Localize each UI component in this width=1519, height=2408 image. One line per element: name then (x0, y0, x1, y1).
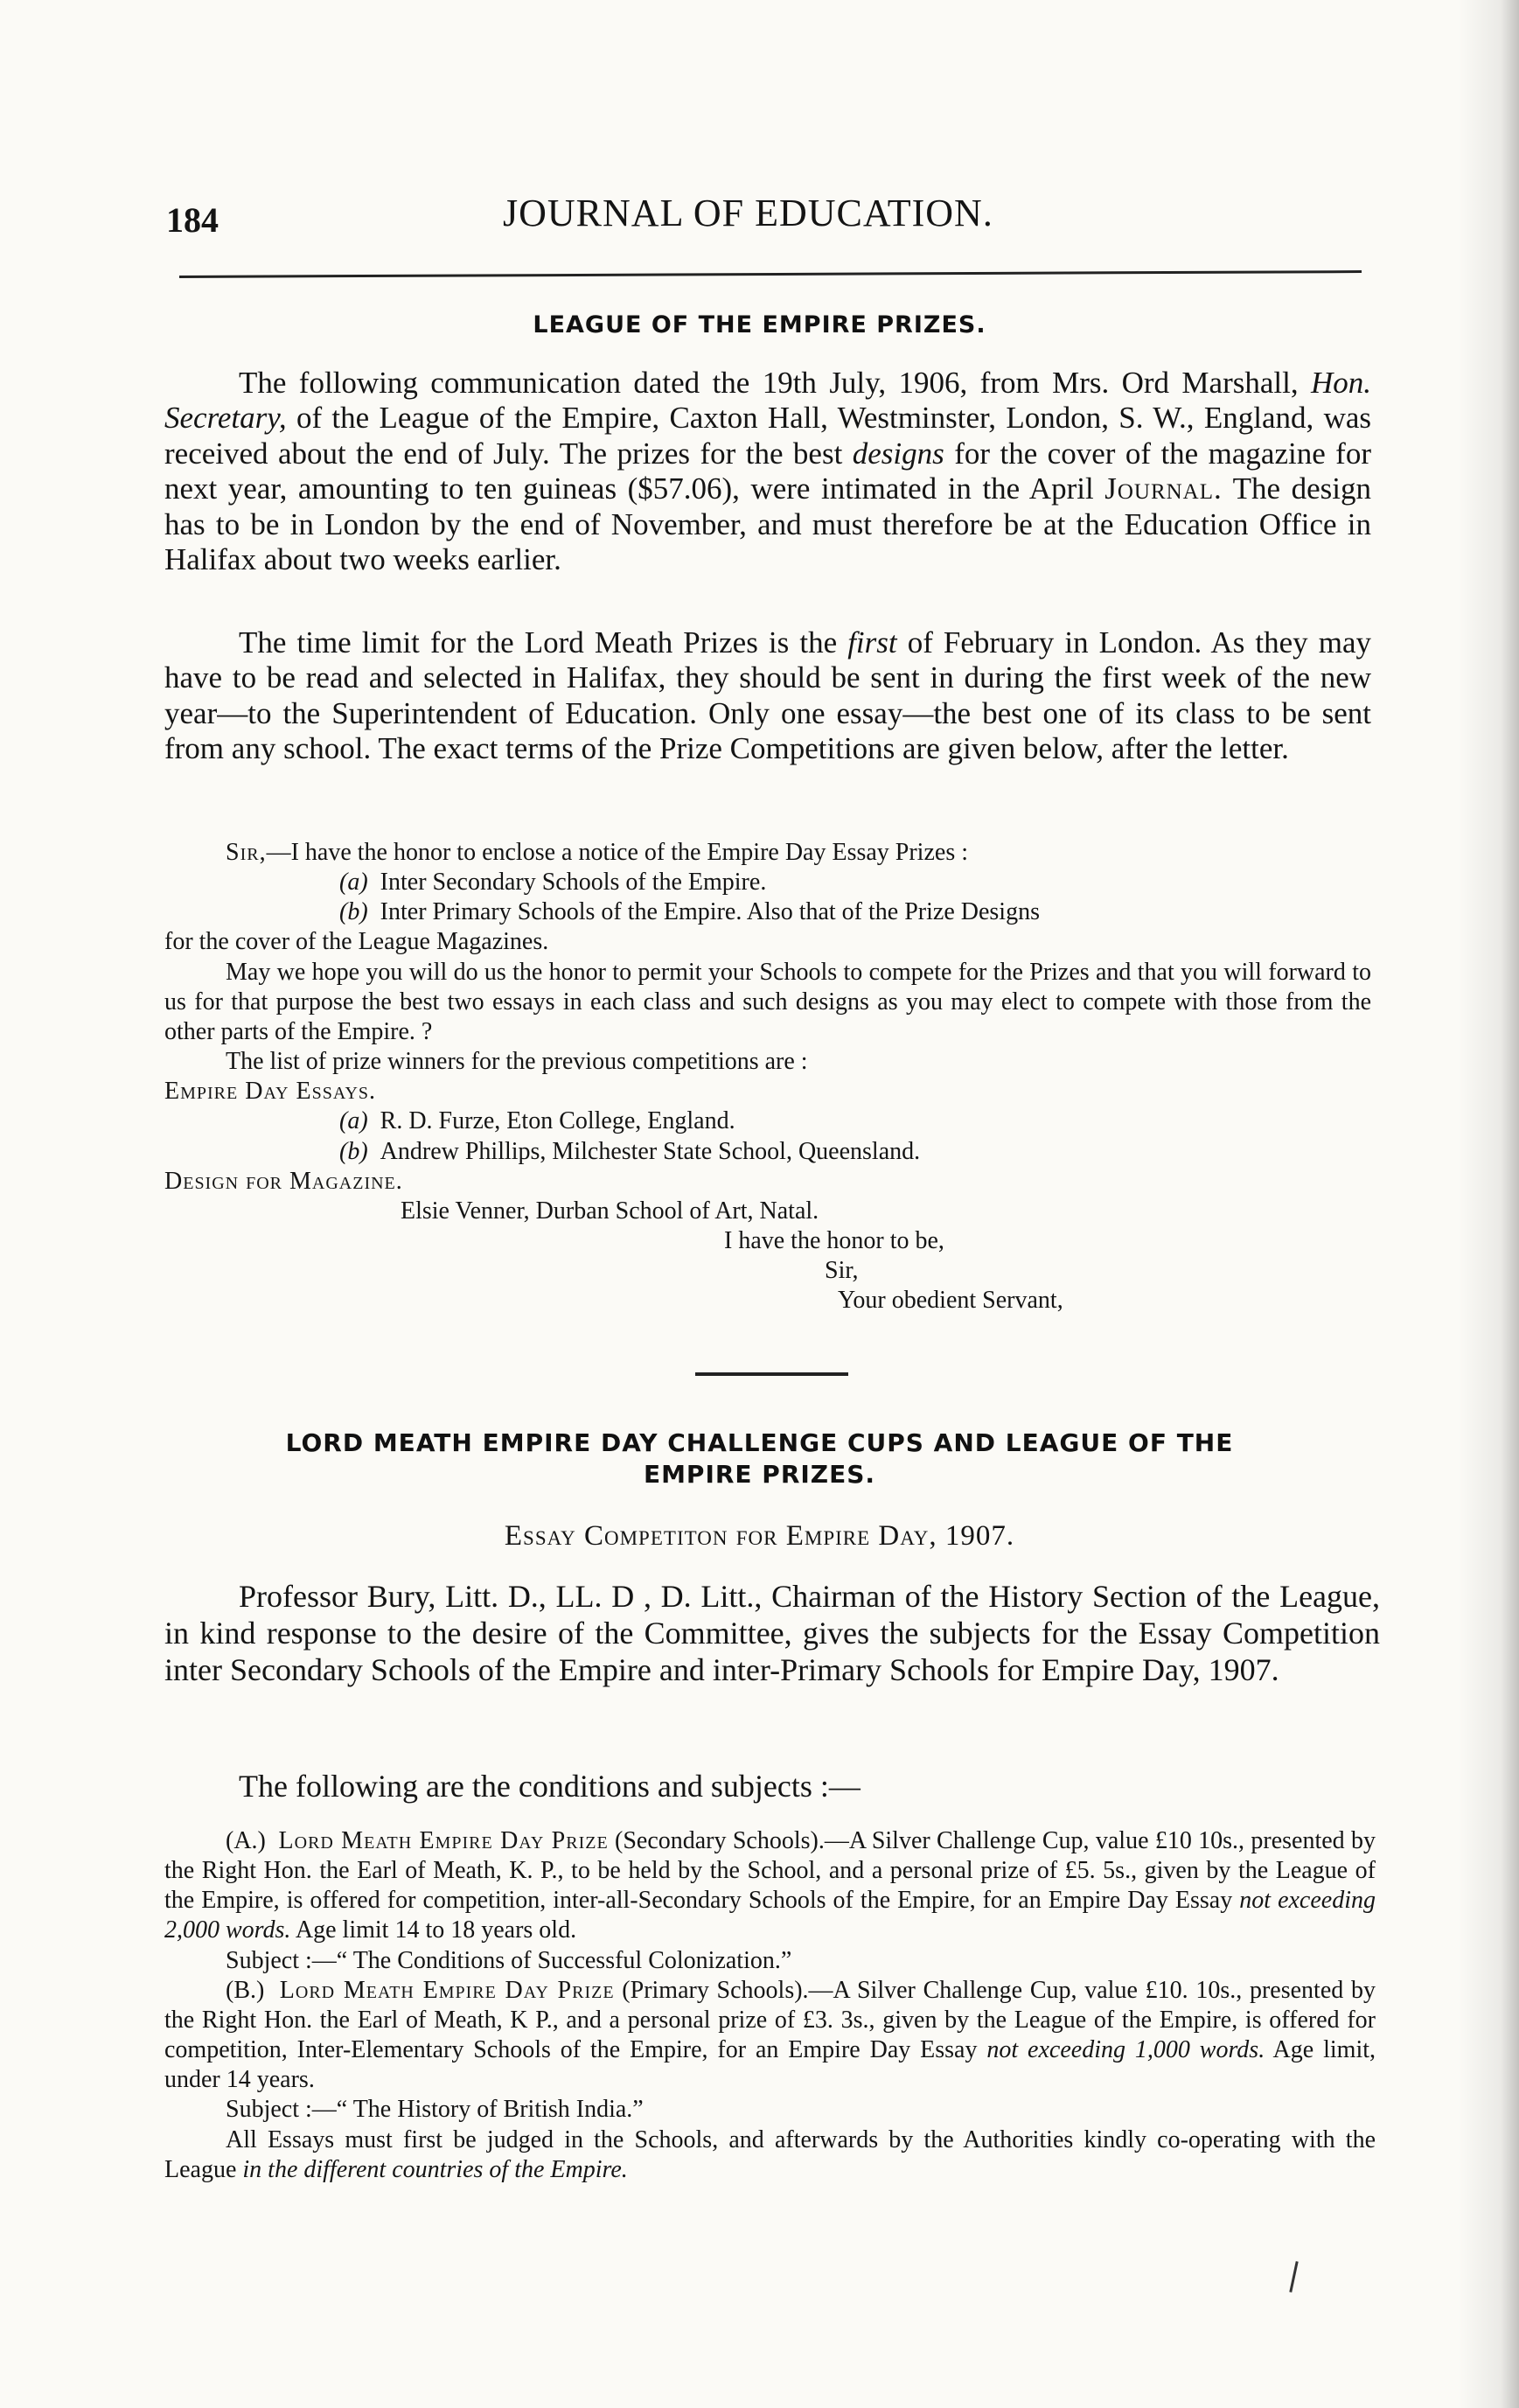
page-edge-shadow (1458, 0, 1519, 2408)
text-run-italic: Hon. Secretary, (164, 366, 1371, 436)
page-number: 184 (166, 200, 219, 240)
paragraph-time-limit (164, 625, 1371, 767)
letter-line: for the cover of the League Magazines. (164, 928, 549, 956)
text-run: Inter Secondary Schools of the Empire. (380, 869, 767, 897)
condition-a-subject: Subject :—“ The Conditions of Successful Colonization.” (226, 1946, 792, 1974)
paragraph-conditions-intro: The following are the conditions and subjects :— (239, 1769, 861, 1804)
title-line: EMPIRE PRIZES. (643, 1460, 876, 1490)
text-run: Age limit, under 14 years. (164, 2036, 1376, 2094)
section-title-league-prizes: LEAGUE OF THE EMPIRE PRIZES. (533, 311, 986, 339)
text-run: (Secondary Schools).—A Silver Challenge Cup, value £10 10s., presented by the Right Hon. the Earl of Meath, K. P., to be held by the School, and a personal prize of £5. 5s., given by the League of the Empire, is offered for competition, inter-all-Secondary Schools of the Empire, for an Empire Day Essay (164, 1827, 1376, 1915)
stray-ink-mark (1289, 2261, 1298, 2293)
prize-name: Lord Meath Empire Day Prize (278, 1827, 609, 1854)
text-run: for the cover of the magazine for next year, amounting to ten guineas ($57.06), were intimated in the April (164, 436, 1371, 506)
text-run-italic: designs (852, 436, 944, 471)
letter-line (164, 1106, 1371, 1136)
letter-line: May we hope you will do us the honor to permit your Schools to compete for the Prizes and that you will forward to us for that purpose the best two essays in each class and such designs as you may elect to compete with those from the other parts of the Empire. ? (164, 958, 1371, 1045)
text-run-italic: not exceeding 2,000 words. (164, 1887, 1376, 1944)
title-line: LORD MEATH EMPIRE DAY CHALLENGE CUPS AND LEAGUE OF THE (285, 1428, 1234, 1457)
letter-line (164, 1137, 1371, 1167)
text-run: of the League of the Empire, Caxton Hall, Westminster, London, S. W., England, was received about the end of July. The prizes for the best (164, 401, 1371, 471)
text-run: of February in London. As they may have to be read and selected in Halifax, they should be sent in during the first week of the new year—to the Superintendent of Education. Only one essay—the best one of its class to be sent from any school. The exact terms of the Prize Competitions are given below, after the letter. (164, 625, 1371, 766)
final-note (164, 2125, 1376, 2185)
item-marker: (b) (339, 1137, 368, 1165)
section-divider (695, 1372, 848, 1376)
journal-title: JOURNAL OF EDUCATION. (503, 192, 993, 234)
signoff-line: Your obedient Servant, (838, 1287, 1063, 1315)
text-run: Age limit 14 to 18 years old. (290, 1916, 577, 1944)
condition-marker: (A.) (226, 1827, 266, 1854)
text-run: The following communication dated the 19th July, 1906, from Mrs. Ord Marshall, (239, 366, 1311, 400)
text-run-italic: first (847, 625, 897, 660)
letter-heading-design: Design for Magazine. (164, 1167, 403, 1195)
header-rule (179, 270, 1362, 278)
letter-block (164, 838, 1371, 1316)
letter-line (164, 868, 1371, 897)
condition-a (164, 1826, 1376, 1946)
text-run: Andrew Phillips, Milchester State School, Queensland. (380, 1137, 921, 1165)
subtitle-essay-competition: Essay Competiton for Empire Day, 1907. (504, 1520, 1015, 1552)
text-run: (Primary Schools).—A Silver Challenge Cup, value £10. 10s., presented by the Right Hon. the Earl of Meath, K P., and a personal prize of £3. 3s., given by the League of the Empire, is offered for competition, Inter-Elementary Schools of the Empire, for an Empire Day Essay (164, 1976, 1376, 2064)
item-marker: (b) (339, 898, 368, 926)
conditions-block (164, 1826, 1376, 2185)
condition-b (164, 1976, 1376, 2096)
paragraph-communication (164, 366, 1371, 578)
paragraph-professor-bury: Professor Bury, Litt. D., LL. D , D. Litt., Chairman of the History Section of the League, in kind response to the desire of the Committee, gives the subjects for the Essay Competition inter Secondary Schools of the Empire and inter-Primary Schools for Empire Day, 1907. (164, 1579, 1380, 1687)
condition-marker: (B.) (226, 1976, 265, 2004)
text-run-smallcaps: Journal. (1104, 471, 1223, 506)
text-run: R. D. Furze, Eton College, England. (380, 1107, 735, 1135)
running-header (166, 191, 1382, 243)
text-run: The design has to be in London by the end of November, and must therefore be at the Education Office in Halifax about two weeks earlier. (164, 471, 1371, 577)
signoff-line: I have the honor to be, (724, 1227, 944, 1255)
signoff-line: Sir, (825, 1257, 859, 1285)
item-marker: (a) (339, 869, 368, 897)
condition-b-subject: Subject :—“ The History of British India.” (226, 2096, 644, 2124)
text-run: The time limit for the Lord Meath Prizes is the (239, 625, 848, 660)
prize-name: Lord Meath Empire Day Prize (279, 1976, 615, 2004)
text-run: Inter Primary Schools of the Empire. Also that of the Prize Designs (380, 898, 1040, 926)
text-run-italic: not exceeding 1,000 words. (986, 2036, 1265, 2064)
letter-heading-essays: Empire Day Essays. (164, 1078, 377, 1106)
text-run-italic: in the different countries of the Empire. (242, 2155, 628, 2183)
text-run: —I have the honor to enclose a notice of the Empire Day Essay Prizes : (266, 839, 968, 866)
letter-line: Elsie Venner, Durban School of Art, Natal. (401, 1197, 819, 1225)
item-marker: (a) (339, 1107, 368, 1135)
letter-line (164, 897, 1371, 927)
letter-line: The list of prize winners for the previous competitions are : (226, 1048, 808, 1076)
section-title-lord-meath (0, 1427, 1519, 1491)
salutation: Sir, (226, 839, 267, 866)
text-run: All Essays must first be judged in the Schools, and afterwards by the Authorities kindly co-operating with the League (164, 2125, 1376, 2183)
letter-line (164, 838, 1371, 868)
